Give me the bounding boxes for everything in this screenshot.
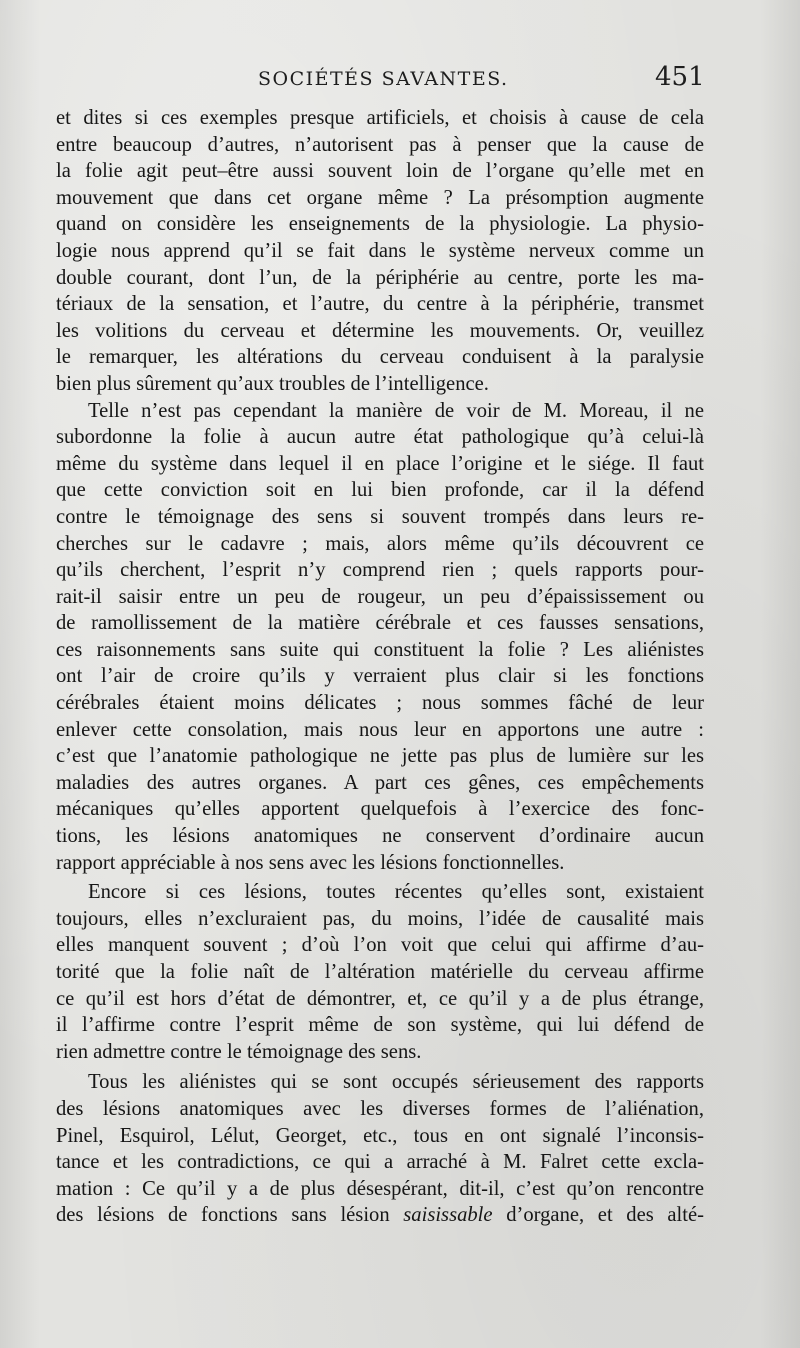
text-line: ces raisonnements sans suite qui constituent la folie ? Les aliénistes [56, 638, 704, 661]
text-line: mation : Ce qu’il y a de plus désespérant, dit-il, c’est qu’on rencontre [56, 1177, 704, 1200]
text-line: que cette conviction soit en lui bien profonde, car il la défend [56, 479, 704, 502]
text-line: contre le témoignage des sens si souvent trompés dans leurs re- [56, 505, 704, 528]
text-line: rien admettre contre le témoignage des sens. [56, 1040, 422, 1063]
running-title: SOCIÉTÉS SAVANTES. [258, 68, 509, 90]
text-line [56, 1202, 704, 1229]
text-line: double courant, dont l’un, de la périphérie au centre, porte les ma- [56, 266, 704, 289]
text-line: subordonne la folie à aucun autre état pathologique qu’à celui-là [56, 426, 704, 449]
text-line: mouvement que dans cet organe même ? La présomption augmente [56, 186, 704, 209]
text-line: des lésions anatomiques avec les diverses formes de l’aliénation, [56, 1097, 704, 1120]
text-line: mécaniques qu’elles apportent quelquefois à l’exercice des fonc- [56, 798, 704, 821]
text-run: des lésions de fonctions sans lésion [56, 1204, 404, 1227]
text-line: logie nous apprend qu’il se fait dans le système nerveux comme un [56, 239, 704, 262]
text-line: ont l’air de croire qu’ils y verraient plus clair si les fonctions [56, 665, 704, 688]
text-line: cérébrales étaient moins délicates ; nous sommes fâché de leur [56, 692, 704, 715]
paragraph-4 [56, 1069, 704, 1229]
text-line: c’est que l’anatomie pathologique ne jette pas plus de lumière sur les [56, 745, 704, 768]
text-line: entre beaucoup d’autres, n’autorisent pas à penser que la cause de [56, 133, 704, 156]
text-line: maladies des autres organes. A part ces gênes, ces empêchements [56, 771, 704, 794]
text-line: le remarquer, les altérations du cerveau conduisent à la paralysie [56, 346, 704, 369]
page-header [0, 62, 800, 98]
text-line: torité que la folie naît de l’altération matérielle du cerveau affirme [56, 961, 704, 983]
text-line: Telle n’est pas cependant la manière de voir de M. Moreau, il ne [88, 399, 704, 422]
text-line: elles manquent souvent ; d’où l’on voit que celui qui affirme d’au- [56, 934, 704, 957]
text-line: cherches sur le cadavre ; mais, alors même qu’ils découvrent ce [56, 532, 704, 555]
text-run: d’organe, et des alté- [492, 1204, 704, 1227]
text-line: ce qu’il est hors d’état de démontrer, et, ce qu’il y a de plus étrange, [56, 987, 704, 1010]
text-line: tions, les lésions anatomiques ne conservent d’ordinaire aucun [56, 825, 704, 848]
text-line: toujours, elles n’excluraient pas, du moins, l’idée de causalité mais [56, 907, 704, 930]
italic-text-run: saisissable [403, 1204, 493, 1227]
text-line: de ramollissement de la matière cérébrale et ces fausses sensations, [56, 612, 704, 635]
paragraph-2 [56, 398, 704, 877]
text-line: et dites si ces exemples presque artificiels, et choisis à cause de cela [56, 107, 704, 129]
text-line: quand on considère les enseignements de la physiologie. La physio- [56, 213, 704, 236]
text-line: même du système dans lequel il en place l’origine et le siége. Il faut [56, 452, 704, 475]
body-text [56, 105, 704, 1229]
text-line: bien plus sûrement qu’aux troubles de l’intelligence. [56, 372, 489, 395]
paragraph-1 [56, 105, 704, 398]
text-line: rapport appréciable à nos sens avec les lésions fonctionnelles. [56, 851, 565, 874]
text-line: Tous les aliénistes qui se sont occupés sérieusement des rapports [88, 1071, 704, 1094]
text-line: Pinel, Esquirol, Lélut, Georget, etc., tous en ont signalé l’inconsis- [56, 1124, 704, 1147]
paragraph-3 [56, 879, 704, 1065]
text-line: la folie agit peut–être aussi souvent loin de l’organe qu’elle met en [56, 160, 704, 183]
text-line: tériaux de la sensation, et l’autre, du centre à la périphérie, transmet [56, 293, 704, 316]
page-number: 451 [655, 62, 705, 92]
text-line: il l’affirme contre l’esprit même de son système, qui lui défend de [56, 1014, 704, 1037]
text-line: Encore si ces lésions, toutes récentes qu’elles sont, existaient [88, 881, 704, 904]
text-line: rait-il saisir entre un peu de rougeur, un peu d’épaississement ou [56, 585, 704, 608]
text-line: enlever cette consolation, mais nous leur en apportons une autre : [56, 718, 704, 741]
text-line: tance et les contradictions, ce qui a arraché à M. Falret cette excla- [56, 1151, 704, 1174]
text-line: qu’ils cherchent, l’esprit n’y comprend rien ; quels rapports pour- [56, 559, 704, 582]
text-line: les volitions du cerveau et détermine les mouvements. Or, veuillez [56, 319, 704, 342]
